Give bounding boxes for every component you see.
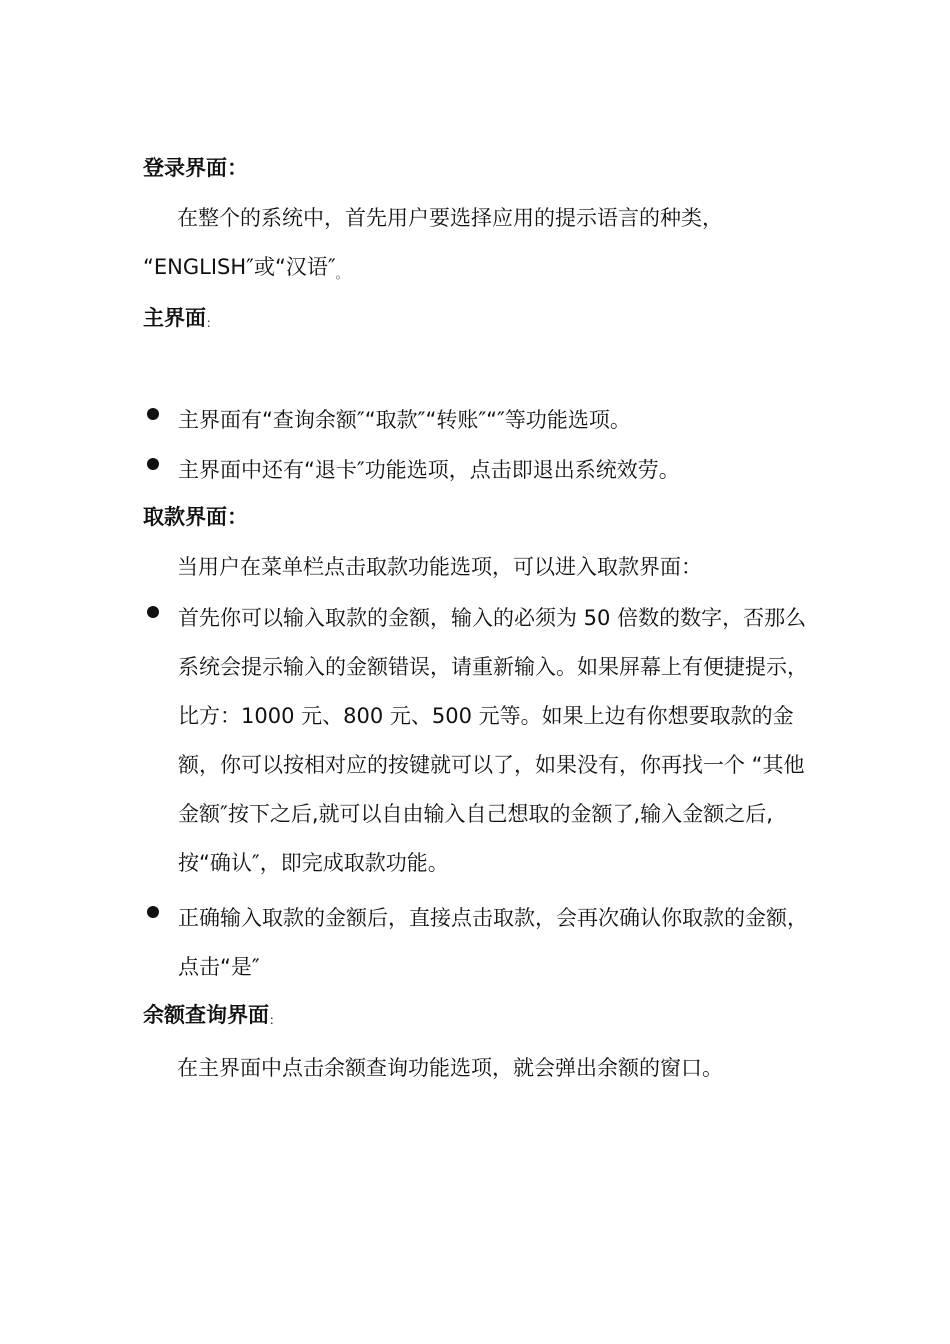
- main-bullet-text: 主界面有“查询余额″“取款″“转账″“″等功能选项。: [178, 408, 631, 432]
- main-section-heading: [143, 303, 218, 338]
- balance-paragraph: 在主界面中点击余额查询功能选项，就会弹出余额的窗口。: [177, 1056, 723, 1080]
- login-paragraph-line1: 在整个的系统中，首先用户要选择应用的提示语言的种类，: [177, 206, 723, 230]
- bullet-dot-icon: [147, 906, 159, 918]
- withdraw-bullet-text: 首先你可以输入取款的金额，输入的必须为 50 倍数的数字，否那么系统会提示输入的金额错误，请重新输入。如果屏幕上有便捷提示，比方：1000 元、800 元、500 元等。如果上边有你想要取款的金额，你可以按相对应的按键就可以了，如果没有，你再找一个 “其他金额″按下之后,就可以自由输入自己想取的金额了,输入金额之后,按“确认″，即完成取款功能。: [178, 606, 808, 875]
- withdraw-heading-colon: ：: [227, 505, 248, 529]
- login-paragraph-line2: [143, 252, 348, 289]
- login-section-heading: [143, 153, 248, 183]
- withdraw-section-heading: [143, 502, 248, 532]
- login-paragraph-period: 。: [335, 267, 348, 281]
- main-heading-colon: ：: [206, 316, 219, 330]
- login-language-options: “ENGLISH″或“汉语″: [143, 255, 336, 279]
- main-bullet-text: 主界面中还有“退卡″功能选项，点击即退出系统效劳。: [178, 458, 680, 482]
- main-heading-text: 主界面: [143, 306, 206, 330]
- login-heading-colon: ：: [227, 156, 248, 180]
- withdraw-heading-text: 取款界面: [143, 505, 227, 529]
- withdraw-bullet-item: [143, 594, 823, 888]
- balance-heading-text: 余额查询界面: [143, 1003, 269, 1027]
- login-heading-text: 登录界面: [143, 156, 227, 180]
- withdraw-intro: 当用户在菜单栏点击取款功能选项，可以进入取款界面：: [177, 555, 702, 579]
- bullet-dot-icon: [147, 408, 159, 420]
- balance-heading-colon: ：: [269, 1013, 282, 1027]
- withdraw-bullet-text: 正确输入取款的金额后，直接点击取款，会再次确认你取款的金额，点击“是″: [178, 906, 808, 979]
- balance-section-heading: [143, 1000, 281, 1035]
- withdraw-bullet-item: [143, 894, 823, 992]
- main-bullet-item: [143, 446, 823, 495]
- main-bullet-item: [143, 396, 823, 445]
- bullet-dot-icon: [147, 458, 159, 470]
- bullet-dot-icon: [147, 606, 159, 618]
